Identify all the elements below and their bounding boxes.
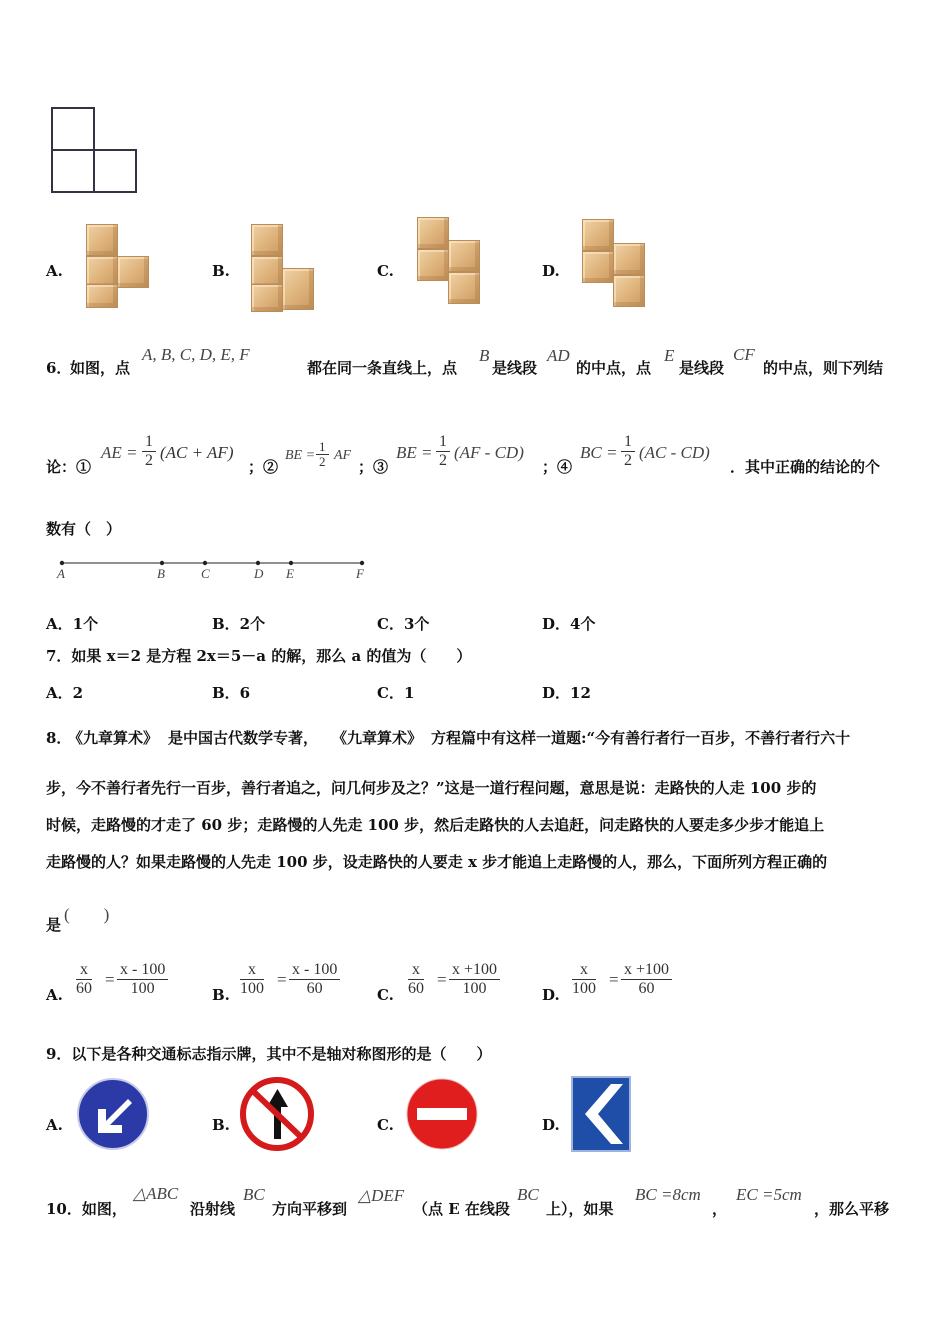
- q8-option-a-eq: =: [105, 970, 115, 989]
- q8-option-b-label[interactable]: B.: [212, 986, 230, 1004]
- q10-triangle-def: △DEF: [358, 1186, 405, 1205]
- q8-option-b-left: $\frac{x}{100}$: [240, 961, 264, 997]
- q8-line-5: 是: [46, 916, 62, 934]
- q6-line-figure: [50, 553, 380, 589]
- q8-option-b-eq: =: [277, 970, 287, 989]
- q8-option-a-left: $\frac{x}{60}$: [76, 961, 92, 997]
- q10-segment-bc-2: BC: [517, 1185, 539, 1204]
- q8-option-c-eq: =: [437, 970, 447, 989]
- q8-line-3: 时候，走路慢的才走了 60 步；走路慢的人先走 100 步，然后走路快的人去追赶，问走路快的人要走多少步才能追上: [46, 816, 825, 834]
- q6-c3-right: (AF - CD): [454, 443, 524, 462]
- q7-option-b[interactable]: B．6: [212, 684, 251, 702]
- q9-option-b-label[interactable]: B.: [212, 1116, 230, 1134]
- q6-c2-half: $\frac{1}{2}$: [316, 440, 329, 469]
- q8-option-a-label[interactable]: A.: [46, 986, 63, 1004]
- q10-bc-value: BC =8cm: [635, 1185, 701, 1204]
- q6-dot-e: [289, 561, 293, 565]
- q6-c4-half: $\frac{1}{2}$: [621, 433, 635, 470]
- blue-arrow-sign-icon: [76, 1077, 150, 1151]
- q6-c4-left: BC =: [580, 443, 618, 462]
- q6-label-e: E: [286, 566, 294, 581]
- q8-paren: ( ): [64, 905, 110, 924]
- q6-c1-right: (AC + AF): [160, 443, 234, 462]
- front-view-square-top: [51, 107, 95, 151]
- q6-dot-a: [60, 561, 64, 565]
- q8-option-c-right: $\frac{x +100}{100}$: [449, 961, 500, 998]
- q10-text-1: 沿射线: [190, 1200, 236, 1218]
- q6-dot-c: [203, 561, 207, 565]
- front-view-square-bottom-left: [51, 149, 95, 193]
- q8-option-d-left: $\frac{x}{100}$: [572, 961, 596, 997]
- q7-option-d[interactable]: D．12: [542, 684, 591, 702]
- q6-option-a[interactable]: A．1个: [46, 615, 99, 633]
- no-entry-sign-icon: [405, 1077, 479, 1151]
- q6-segment-cf: CF: [733, 345, 755, 364]
- q6-dot-d: [256, 561, 260, 565]
- q10-comma: ，: [712, 1200, 728, 1218]
- q10-triangle-abc: △ABC: [133, 1184, 179, 1203]
- q10-number: 10．如图，: [46, 1200, 127, 1218]
- q6-point-b: B: [479, 346, 490, 365]
- q10-text-3: （点 E 在线段: [413, 1200, 510, 1218]
- q8-option-d-label[interactable]: D.: [542, 986, 560, 1004]
- q9-option-a-label[interactable]: A.: [46, 1116, 63, 1134]
- q6-label-b: B: [157, 566, 165, 581]
- q8-text-1: 是中国古代数学专著，: [168, 729, 319, 747]
- q9-option-d-label[interactable]: D.: [542, 1116, 560, 1134]
- q5-option-b-label[interactable]: B.: [212, 262, 230, 280]
- front-view-square-bottom-right: [93, 149, 137, 193]
- no-straight-sign-icon: [240, 1077, 314, 1151]
- q6-text-1: 如图，点: [70, 359, 131, 377]
- q6-option-b[interactable]: B．2个: [212, 615, 266, 633]
- q6-c2-right: AF: [334, 448, 352, 463]
- q6-text-4: 的中点，点: [576, 359, 652, 377]
- q6-label-a: A: [57, 566, 65, 581]
- q8-line-2: 步，今不善行者先行一百步，善行者追之，问几何步及之？”这是一道行程问题，意思是说：走路快的人走 100 步的: [46, 779, 817, 797]
- q7-option-a[interactable]: A．2: [46, 684, 84, 702]
- q6-points: A, B, C, D, E, F: [142, 345, 250, 364]
- q8-number: 8．: [46, 729, 72, 747]
- q6-text-2: 都在同一条直线上，点: [307, 359, 458, 377]
- q8-option-c-left: $\frac{x}{60}$: [408, 961, 424, 997]
- q6-c2-left: BE =: [285, 448, 316, 463]
- q6-c1-left: AE =: [101, 443, 138, 462]
- q6-number: 6．: [46, 359, 72, 377]
- q9-option-c-label[interactable]: C.: [377, 1116, 394, 1134]
- q5-option-d-label[interactable]: D.: [542, 262, 560, 280]
- q6-point-e: E: [664, 346, 675, 365]
- q8-book-2: 《九章算术》: [332, 729, 423, 747]
- q8-option-a-right: $\frac{x - 100}{100}$: [117, 961, 168, 998]
- q6-c1-half: $\frac{1}{2}$: [142, 433, 156, 470]
- q7-option-c[interactable]: C．1: [377, 684, 415, 702]
- q9-text: 9．以下是各种交通标志指示牌，其中不是轴对称图形的是（ ）: [46, 1045, 492, 1063]
- q10-segment-bc-1: BC: [243, 1185, 265, 1204]
- q6-text-8: ．其中正确的结论的个: [730, 458, 881, 476]
- q6-text-7: 论：①: [46, 458, 92, 476]
- q10-text-4: 上），如果: [546, 1200, 614, 1218]
- q6-c4-right: (AC - CD): [639, 443, 710, 462]
- q6-option-c[interactable]: C．3个: [377, 615, 430, 633]
- q8-option-d-right: $\frac{x +100}{60}$: [621, 961, 672, 998]
- q6-option-d[interactable]: D．4个: [542, 615, 596, 633]
- q6-sep-4: ；④: [542, 458, 573, 476]
- q8-book-1: 《九章算术》: [68, 729, 159, 747]
- q8-line-4: 走路慢的人？如果走路慢的人先走 100 步，设走路快的人要走 x 步才能追上走路慢的人，那么，下面所列方程正确的: [46, 853, 828, 871]
- q6-text-6: 的中点，则下列结: [763, 359, 884, 377]
- q6-label-f: F: [356, 566, 364, 581]
- q5-option-c-label[interactable]: C.: [377, 262, 394, 280]
- q5-option-a-label[interactable]: A.: [46, 262, 63, 280]
- q8-option-d-eq: =: [609, 970, 619, 989]
- q6-sep-3: ；③: [358, 458, 389, 476]
- q6-c3-half: $\frac{1}{2}$: [436, 433, 450, 470]
- q6-text-5: 是线段: [679, 359, 725, 377]
- q10-ec-value: EC =5cm: [736, 1185, 802, 1204]
- q7-text: 7．如果 x＝2 是方程 2x＝5－a 的解，那么 a 的值为（ ）: [46, 647, 472, 665]
- q6-label-d: D: [254, 566, 264, 581]
- q6-dot-b: [160, 561, 164, 565]
- q6-c3-left: BE =: [396, 443, 433, 462]
- chevron-sign-icon: [571, 1076, 631, 1152]
- q6-label-c: C: [201, 566, 210, 581]
- q10-text-5: ，那么平移: [814, 1200, 890, 1218]
- q8-option-c-label[interactable]: C.: [377, 986, 394, 1004]
- q6-text-9: 数有（ ）: [46, 520, 122, 538]
- q6-sep-2: ；②: [248, 458, 279, 476]
- q10-text-2: 方向平移到: [272, 1200, 348, 1218]
- q6-segment-ad: AD: [547, 346, 570, 365]
- q8-text-2: 方程篇中有这样一道题:“今有善行者行一百步，不善行者行六十: [431, 729, 851, 747]
- q8-option-b-right: $\frac{x - 100}{60}$: [289, 961, 340, 998]
- q6-dot-f: [360, 561, 364, 565]
- q6-text-3: 是线段: [492, 359, 538, 377]
